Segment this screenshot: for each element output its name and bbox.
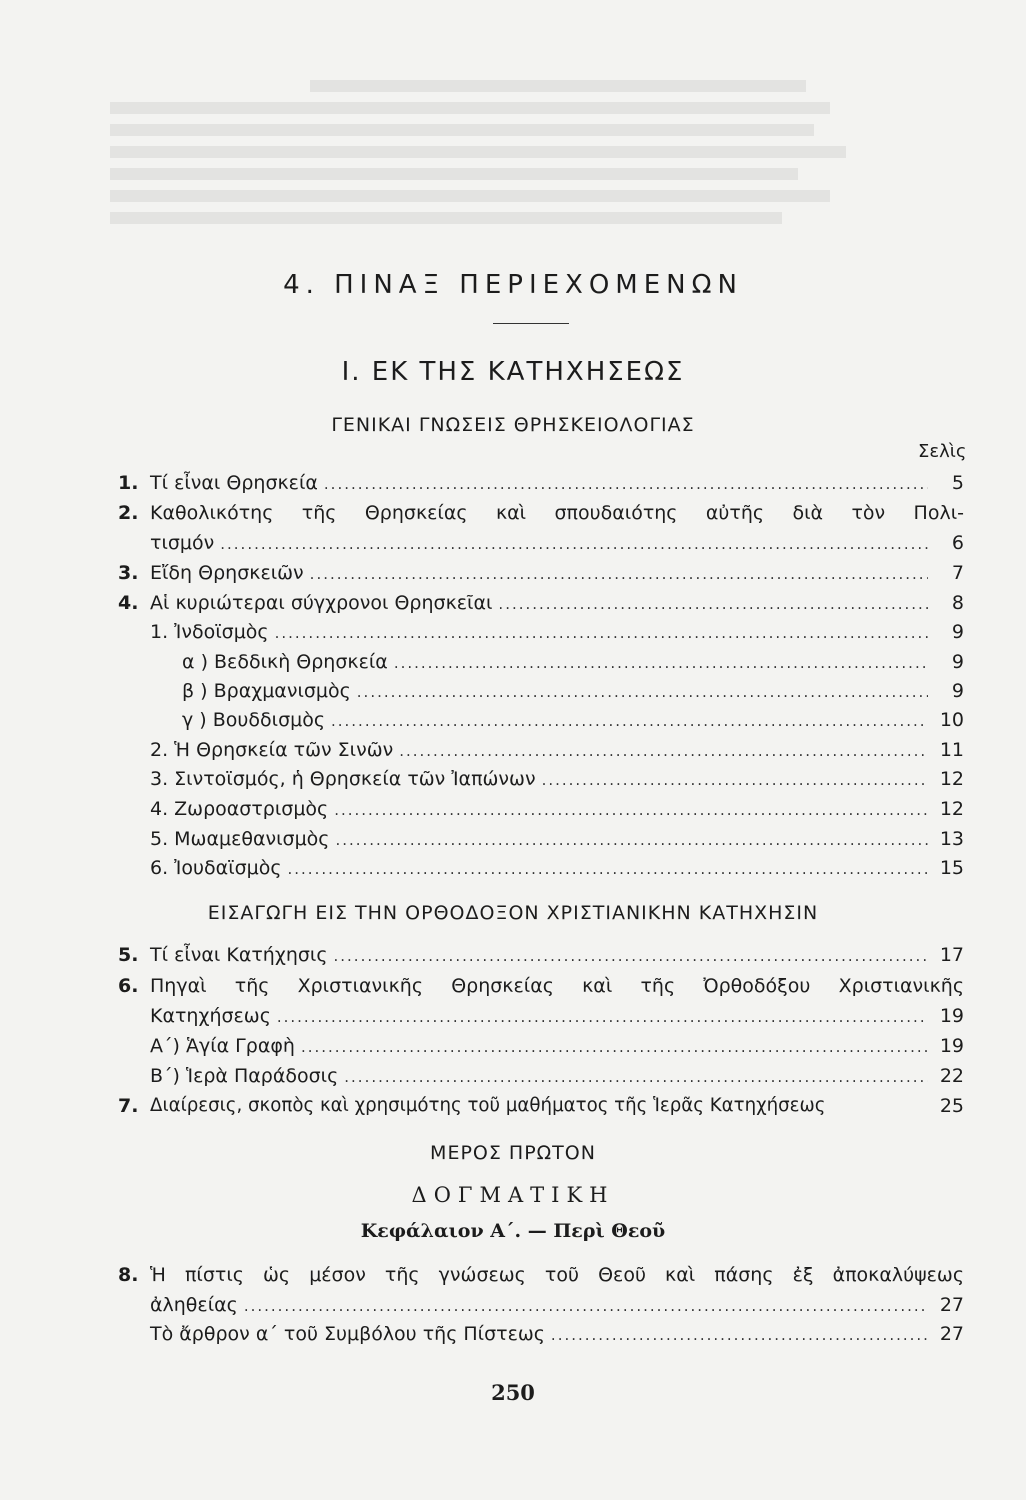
toc-entry: β ) Βραχμανισμὸς ..... 9 (118, 680, 964, 706)
bleed-through-text (110, 70, 910, 370)
toc-entry: Α΄) Ἁγία Γραφὴ ..... 19 (118, 1035, 964, 1061)
toc-entry: 5. Τί εἶναι Κατήχησις ..... 17 (118, 944, 964, 970)
toc-entry: 4. Αἱ κυριώτεραι σύγχρονοι Θρησκεῖαι ..... 8 (118, 592, 964, 618)
toc-entry: ἀληθείας ..... 27 (118, 1294, 964, 1320)
subsection-heading-1: ΓΕΝΙΚΑΙ ΓΝΩΣΕΙΣ ΘΡΗΣΚΕΙΟΛΟΓΙΑΣ (331, 414, 695, 436)
chapter-heading: Κεφάλαιον Α΄. — Περὶ Θεοῦ (360, 1220, 666, 1242)
page-title: 4. ΠΙΝΑΞ ΠΕΡΙΕΧΟΜΕΝΩΝ (283, 270, 743, 300)
subsection-heading-2: ΕΙΣΑΓΩΓΗ ΕΙΣ ΤΗΝ ΟΡΘΟΔΟΞΟΝ ΧΡΙΣΤΙΑΝΙΚΗΝ ΚΑΤΗΧΗΣΙΝ (207, 902, 819, 924)
toc-entry: τισμόν ..... 6 (118, 532, 964, 558)
toc-entry: 3. Εἴδη Θρησκειῶν ..... 7 (118, 562, 964, 588)
title-rule (493, 323, 569, 324)
toc-entry: 8. Ἡ πίστις ὡς μέσον τῆς γνώσεως τοῦ Θεοῦ καὶ πάσης ἐξ ἀποκαλύψεως (118, 1264, 964, 1286)
toc-entry: 7. Διαίρεσις, σκοπὸς καὶ χρησιμότης τοῦ μαθήματος τῆς Ἱερᾶς Κατηχήσεως 25 (118, 1095, 964, 1117)
page-column-header: Σελὶς (918, 441, 967, 462)
toc-entry: 2. Καθολικότης τῆς Θρησκείας καὶ σπουδαιότης αὐτῆς διὰ τὸν Πολι- (118, 502, 964, 524)
toc-entry: Κατηχήσεως ..... 19 (118, 1005, 964, 1031)
section-title: Ι. ΕΚ ΤΗΣ ΚΑΤΗΧΗΣΕΩΣ (341, 357, 685, 387)
toc-entry: 2. Ἡ Θρησκεία τῶν Σινῶν ..... 11 (118, 739, 964, 765)
page-number: 250 (491, 1380, 535, 1405)
toc-entry: 6. Ἰουδαϊσμὸς ..... 15 (118, 857, 964, 883)
toc-entry: 5. Μωαμεθανισμὸς ..... 13 (118, 828, 964, 854)
toc-entry: α ) Βεδδικὴ Θρησκεία ..... 9 (118, 651, 964, 677)
toc-entry: 4. Ζωροαστρισμὸς ..... 12 (118, 798, 964, 824)
toc-entry: Τὸ ἄρθρον α΄ τοῦ Συμβόλου τῆς Πίστεως ..... 27 (118, 1323, 964, 1349)
toc-entry: γ ) Βουδδισμὸς ..... 10 (118, 709, 964, 735)
toc-entry: 1. Ἰνδοϊσμὸς ..... 9 (118, 621, 964, 647)
toc-entry: 1. Τί εἶναι Θρησκεία ..... 5 (118, 472, 964, 498)
toc-entry: 6. Πηγαὶ τῆς Χριστιανικῆς Θρησκείας καὶ τῆς Ὀρθοδόξου Χριστιανικῆς (118, 975, 964, 997)
part-heading: ΜΕΡΟΣ ΠΡΩΤΟΝ (430, 1142, 596, 1164)
toc-entry: 3. Σιντοϊσμός, ἡ Θρησκεία τῶν Ἰαπώνων ..... 12 (118, 768, 964, 794)
part-subheading: ΔΟΓΜΑΤΙΚΗ (411, 1183, 615, 1207)
toc-entry: Β΄) Ἱερὰ Παράδοσις ..... 22 (118, 1065, 964, 1091)
